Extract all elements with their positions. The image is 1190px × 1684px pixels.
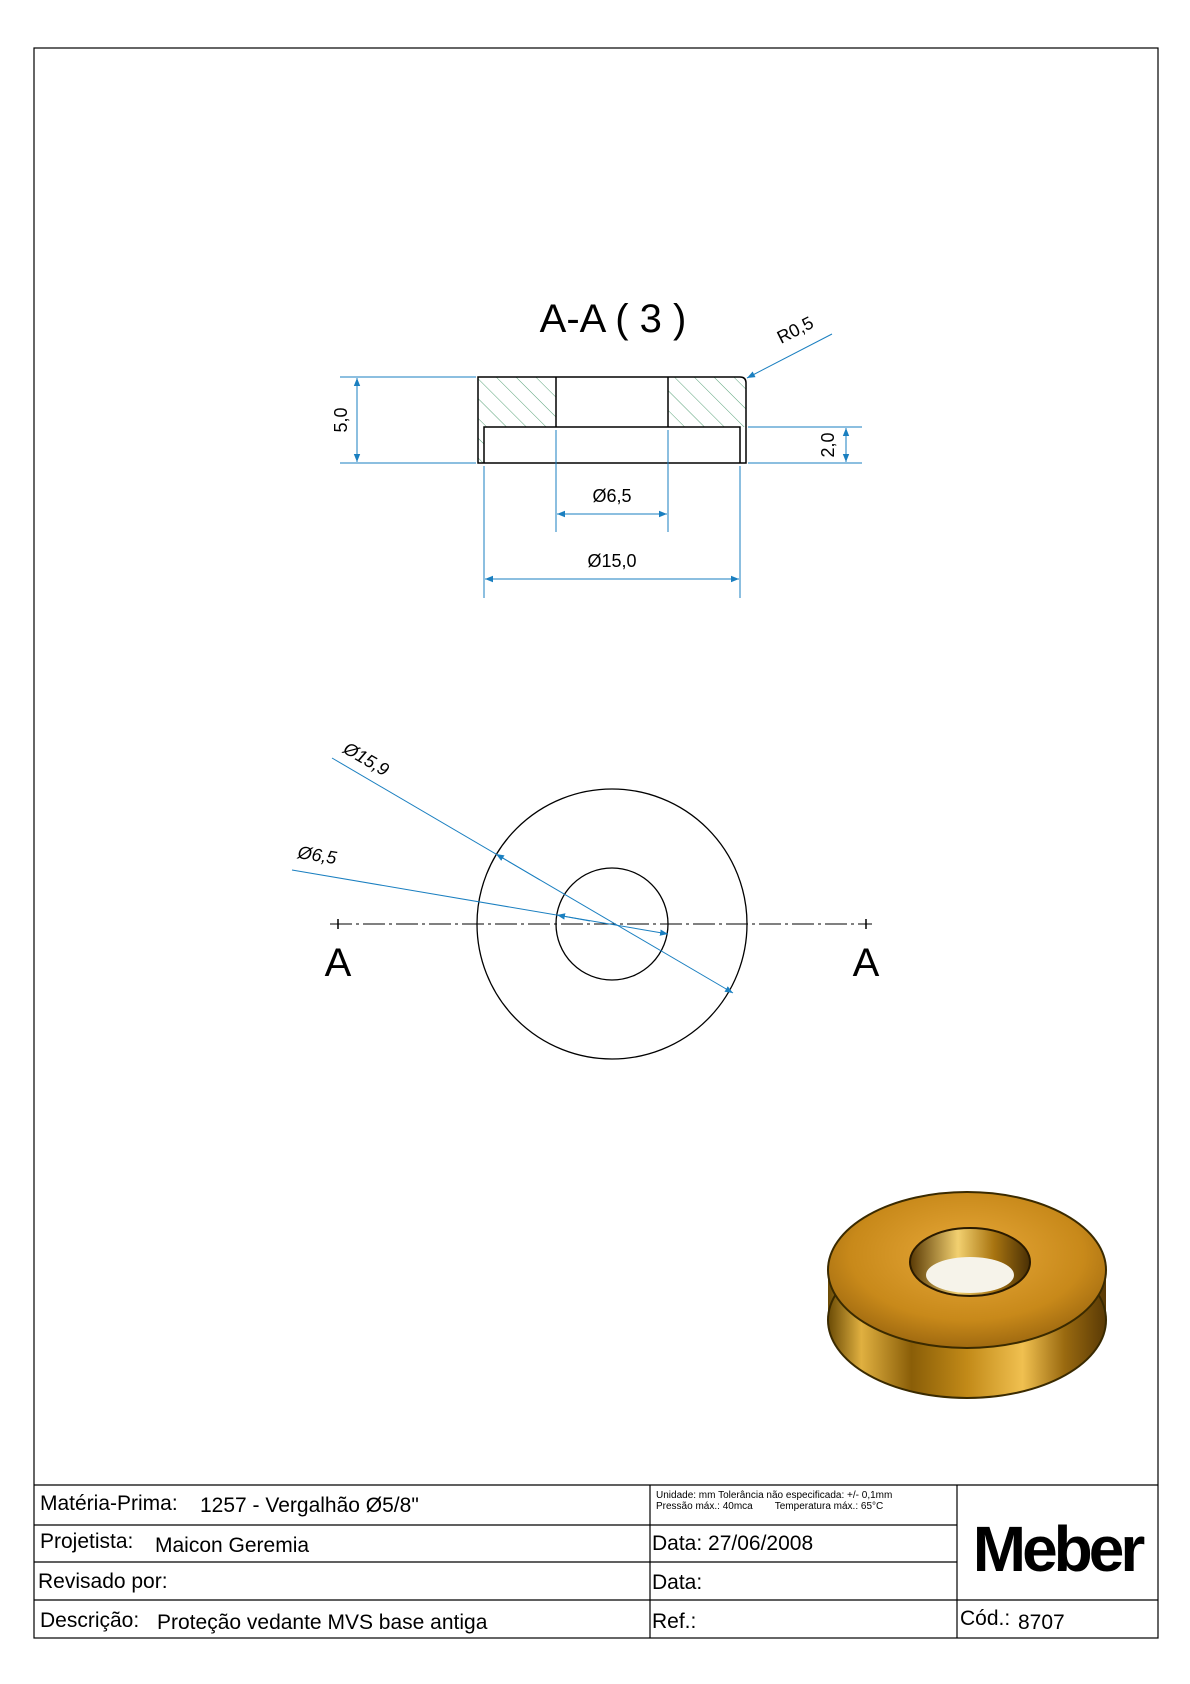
dim-height	[340, 377, 476, 463]
part-3d-render	[828, 1192, 1106, 1398]
section-hatch-left	[478, 377, 556, 463]
descricao-value: Proteção vedante MVS base antiga	[157, 1611, 488, 1634]
revisado-label: Revisado por:	[38, 1570, 168, 1593]
dim-outer-label: Ø15,0	[587, 551, 637, 571]
section-title: A-A ( 3 )	[539, 297, 687, 341]
descricao-label: Descrição:	[40, 1609, 140, 1632]
dim-top-outer-arrow2	[496, 854, 540, 880]
section-mark-right: A	[852, 941, 880, 985]
ref-label: Ref.:	[652, 1610, 697, 1633]
cod-label: Cód.:	[960, 1607, 1011, 1630]
sheet-border	[34, 48, 1158, 1638]
dim-top-bore-label: Ø6,5	[296, 842, 339, 869]
section-hatch-right	[668, 377, 746, 427]
materia-prima-value: 1257 - Vergalhão Ø5/8"	[200, 1494, 419, 1517]
projetista-label: Projetista:	[40, 1530, 134, 1553]
section-view	[331, 297, 862, 598]
data2-label: Data:	[652, 1571, 703, 1594]
cod-value: 8707	[1018, 1611, 1065, 1634]
dim-top-outer-label: Ø15,9	[340, 738, 393, 780]
data1-label: Data: 27/06/2008	[652, 1532, 814, 1555]
top-view	[292, 738, 880, 1059]
section-mark-left: A	[324, 941, 352, 985]
section-step	[484, 427, 740, 463]
dim-bore	[556, 430, 668, 532]
projetista-value: Maicon Geremia	[155, 1534, 310, 1557]
notes-line2: Pressão máx.: 40mca Temperatura máx.: 65°C	[656, 1501, 884, 1512]
dim-step	[748, 427, 862, 463]
dim-top-bore-arrow2	[557, 915, 590, 921]
materia-prima-label: Matéria-Prima:	[40, 1492, 178, 1515]
render-bore-floor	[926, 1257, 1014, 1293]
notes-line1: Unidade: mm Tolerância não especificada: +/- 0,1mm	[656, 1490, 893, 1501]
dim-height-label: 5,0	[331, 407, 351, 433]
dim-radius-label: R0,5	[773, 312, 817, 348]
dim-step-label: 2,0	[818, 432, 838, 458]
dim-bore-label: Ø6,5	[592, 486, 632, 506]
company-logo: Meber	[972, 1513, 1142, 1585]
